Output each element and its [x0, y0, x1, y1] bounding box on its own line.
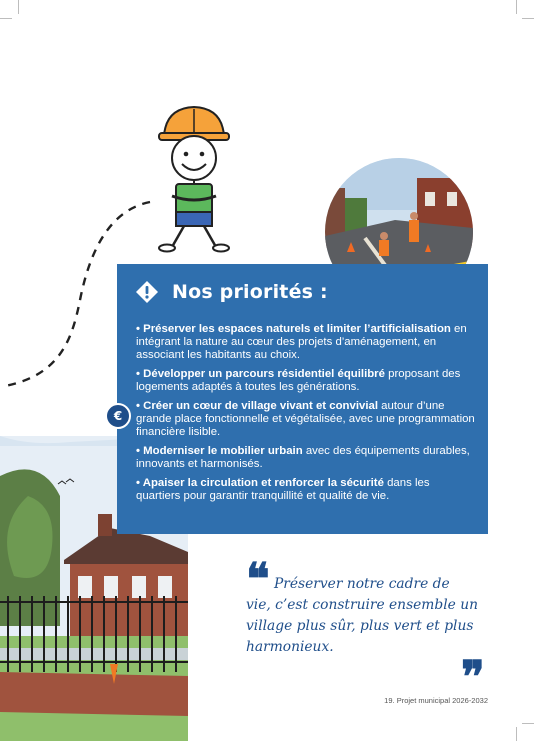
crop-mark	[0, 18, 12, 19]
priority-item	[136, 445, 476, 471]
priority-item-text: avec des équipements durables, innovants et harmonisés.	[136, 445, 470, 471]
quote-open-icon: ❝	[246, 554, 270, 605]
priority-item	[136, 400, 476, 440]
warning-icon	[136, 281, 158, 303]
priority-item-text: dans les quartiers pour garantir tranquillité et qualité de vie.	[136, 477, 430, 503]
priority-item-bold: • Préserver les espaces naturels et limiter l’artificialisation	[136, 323, 451, 335]
priorities-title: Nos priorités :	[172, 281, 328, 303]
footer-label: Projet municipal 2026-2032	[396, 696, 488, 705]
euro-icon: €	[105, 403, 131, 429]
priority-item-bold: • Développer un parcours résidentiel équilibré	[136, 368, 385, 381]
priority-item-bold: • Moderniser le mobilier urbain	[136, 445, 303, 458]
crop-mark	[18, 0, 19, 14]
priority-item	[136, 477, 476, 503]
page-number: 19.	[384, 696, 395, 705]
page-footer	[384, 696, 488, 705]
priorities-header	[136, 281, 328, 303]
crop-mark	[516, 727, 517, 741]
quote-text: Préserver notre cadre de vie, c’est construire ensemble un village plus sûr, plus vert et plus harmonieux.	[246, 576, 478, 655]
priority-item-bold: • Créer un cœur de village vivant et convivial	[136, 400, 379, 413]
crop-mark	[516, 0, 517, 14]
priority-item	[136, 368, 476, 394]
priority-item-text: proposant des logements adaptés à toutes les générations.	[136, 368, 461, 394]
priorities-card	[117, 264, 488, 534]
priority-item-bold: • Apaiser la circulation et renforcer la sécurité	[136, 477, 384, 490]
crop-mark	[522, 18, 534, 19]
priority-item	[136, 323, 476, 363]
priority-item-text: en intégrant la nature au cœur des projets d’aménagement, en associant les habitants au choix.	[136, 323, 467, 362]
quote-close-icon: ❞	[461, 652, 485, 703]
crop-mark	[522, 723, 534, 724]
priority-item-text: autour d’une grande place fonctionnelle et végétalisée, avec une programmation financière lisible.	[136, 400, 475, 439]
priorities-list	[136, 323, 476, 509]
kid-worker-illustration	[148, 104, 244, 254]
